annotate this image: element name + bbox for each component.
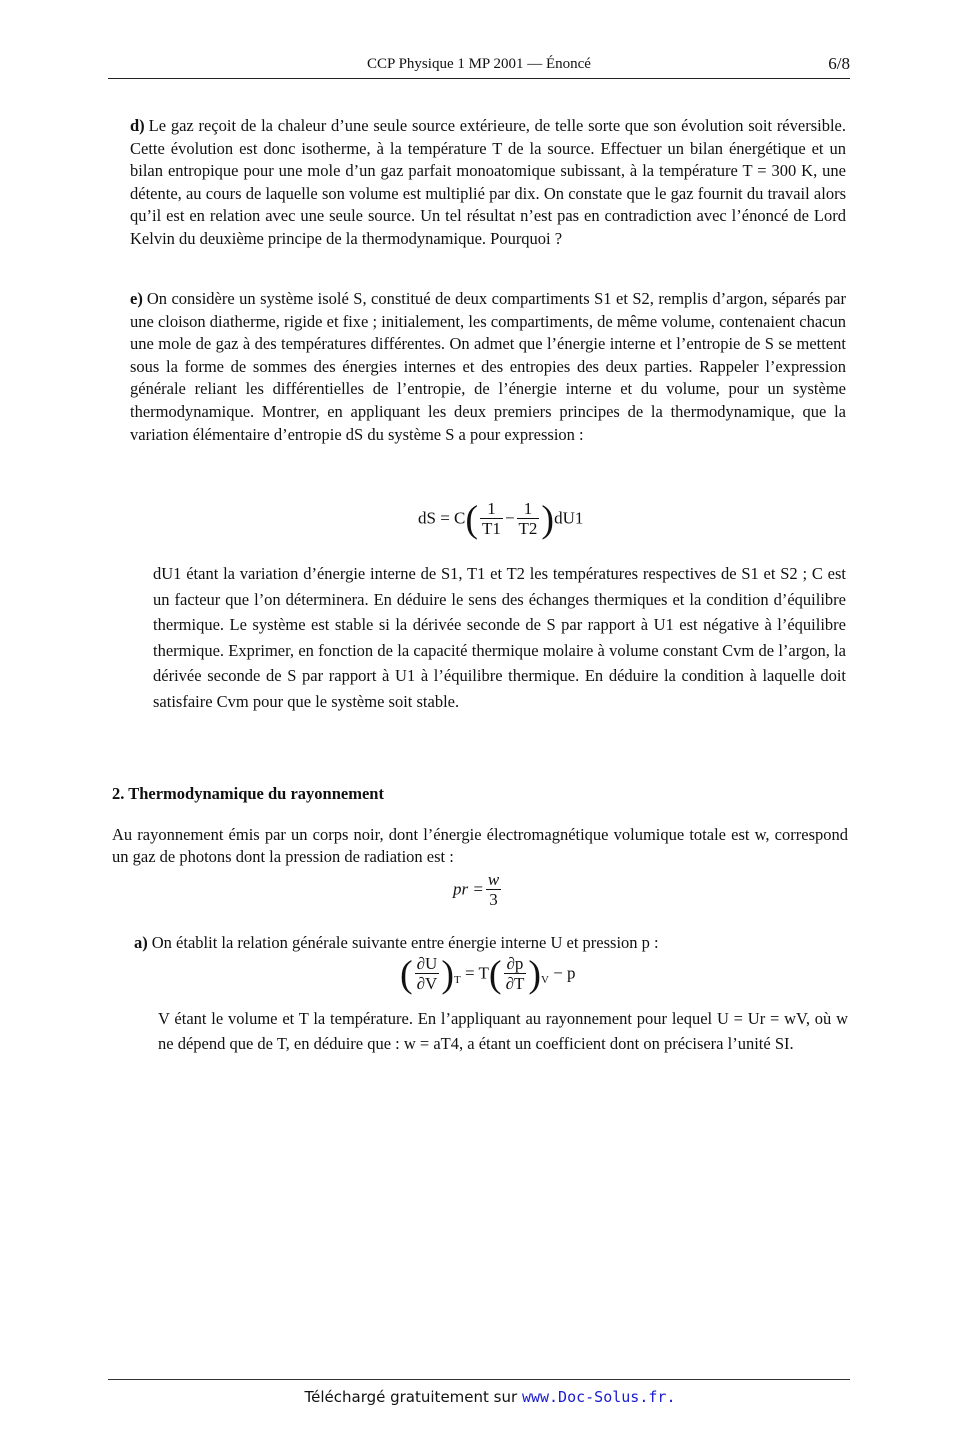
subscript: V xyxy=(541,973,549,986)
fraction-numerator: w xyxy=(487,870,500,889)
fraction-denominator: T2 xyxy=(518,519,538,538)
section-intro xyxy=(112,824,848,868)
question-label: a) xyxy=(134,933,148,952)
fraction-denominator: 3 xyxy=(489,890,498,909)
question-d xyxy=(130,115,846,251)
footer-link[interactable]: www.Doc-Solus.fr xyxy=(521,1388,667,1406)
intro-text: Au rayonnement émis par un corps noir, dont l’énergie électromagnétique volumique totale est w, correspond un gaz de photons dont la pression de radiation est : xyxy=(112,825,848,866)
fraction-denominator: ∂T xyxy=(505,974,525,993)
footer-dot: . xyxy=(666,1388,676,1406)
page-header xyxy=(108,54,850,79)
formula-lhs: pr = xyxy=(453,879,484,899)
question-text: On considère un système isolé S, constitué de deux compartiments S1 et S2, remplis d’argon, séparés par une cloison diatherme, rigide et fixe ; initialement, les compartiments, de même volume, contenaient chacun une mole de gaz à des températures différentes. On admet que l’énergie interne et l’entropie de S se mettent sous la forme de sommes des énergies internes et des entropies des deux parties. Rappeler l’expression générale reliant les différentielles de l’entropie, de l’énergie interne et du volume, pour un système thermodynamique. Montrer, en appliquant les deux premiers principes de la thermodynamique, que la variation élémentaire d’entropie dS du système S a pour expression : xyxy=(130,289,846,444)
question-text: dU1 étant la variation d’énergie interne de S1, T1 et T2 les températures respectives de S1 et S2 ; C est un facteur que l’on déterminera. En déduire le sens des échanges thermiques et la condition d’équilibre thermique. Le système est stable si la dérivée seconde de S par rapport à U1 est négative à l’équilibre thermique. Exprimer, en fonction de la capacité thermique molaire à volume constant Cvm de l’argon, la dérivée seconde de S par rapport à U1 à l’équilibre thermique. En déduire la condition à laquelle doit satisfaire Cvm pour que le système soit stable. xyxy=(153,564,846,711)
footer-text: Téléchargé gratuitement sur xyxy=(304,1388,518,1406)
question-label: e) xyxy=(130,289,143,308)
fraction-numerator: 1 xyxy=(517,500,540,519)
footer-divider xyxy=(108,1379,850,1380)
pressure-formula xyxy=(453,871,503,910)
question-text: V étant le volume et T la température. En l’appliquant au rayonnement pour lequel U = Ur = wV, où w ne dépend que de T, en déduire que : w = aT4, a étant un coefficient dont on précisera l’unité SI. xyxy=(158,1009,848,1053)
question-e xyxy=(130,288,846,446)
formula-lhs: dS = C xyxy=(418,508,466,528)
energy-pressure-formula: ( $\frac{\partial U}{\partial V}$ )$_T = T$( $\frac{\partial p}{\partial T}$ )$_V - p$ xyxy=(400,953,576,996)
formula-tail: − p xyxy=(553,963,576,983)
entropy-formula: dS = C( $\frac{1}{T1}$ − $\frac{1}{T2}$ )dU1 xyxy=(418,498,584,541)
question-text: Le gaz reçoit de la chaleur d’une seule source extérieure, de telle sorte que son évolution soit réversible. Cette évolution est donc isotherme, à la température T de la source. Effectuer un bilan énergétique et un bilan entropique pour une mole d’un gaz parfait monoatomique subissant, à la température T = 300 K, une détente, au cours de laquelle son volume est multiplié par dix. On constate que le gaz fournit du travail alors qu’il est en relation avec une seule source. Un tel résultat n’est pas en contradiction avec l’énoncé de Lord Kelvin du deuxième principe de la thermodynamique. Pourquoi ? xyxy=(130,116,846,248)
question-a xyxy=(134,932,848,955)
question-label: d) xyxy=(130,116,145,135)
question-e-continued xyxy=(153,561,846,714)
subscript: T xyxy=(454,973,461,986)
formula-minus: − xyxy=(504,508,515,528)
fraction-numerator: 1 xyxy=(480,500,503,519)
formula-eq: = T xyxy=(464,963,489,983)
fraction-denominator: ∂V xyxy=(416,974,438,993)
fraction-denominator: T1 xyxy=(482,519,501,538)
formula-rhs: dU1 xyxy=(554,508,584,528)
fraction-numerator: ∂p xyxy=(504,955,527,974)
fraction-numerator: ∂U xyxy=(416,954,438,973)
question-text: On établit la relation générale suivante entre énergie interne U et pression p : xyxy=(151,933,659,952)
header-title: CCP Physique 1 MP 2001 — Énoncé xyxy=(367,56,591,72)
page-number: 6/8 xyxy=(828,54,850,73)
section-title: 2. Thermodynamique du rayonnement xyxy=(112,784,384,803)
question-a-continued xyxy=(158,1006,848,1056)
page-footer xyxy=(0,1388,980,1406)
